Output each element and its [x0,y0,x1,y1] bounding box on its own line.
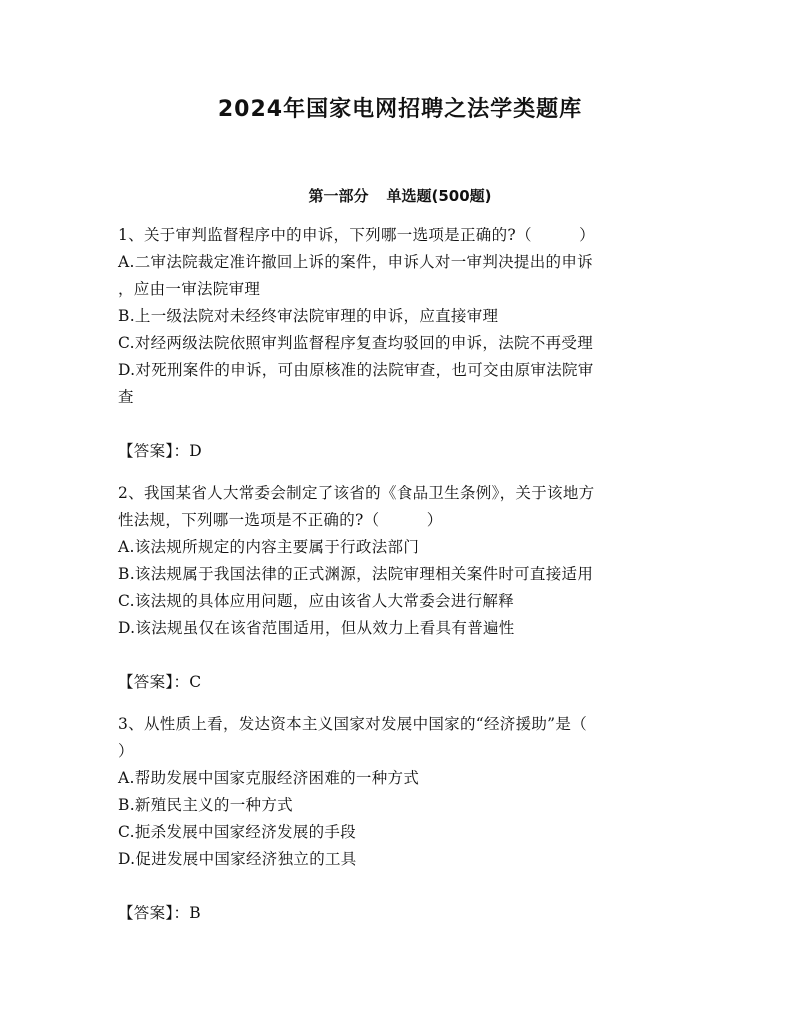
question-stem-continued: ） [118,742,134,760]
question-2 [118,480,683,696]
question-stem: 2、我国某省人大常委会制定了该省的《食品卫生条例》，关于该地方 [118,484,595,502]
question-stem-continued: 性法规，下列哪一选项是不正确的?（ ） [118,511,443,529]
option-d-continued: 查 [118,388,134,406]
option-a: A.二审法院裁定准许撤回上诉的案件，申诉人对一审判决提出的申诉 [118,253,593,271]
option-a: A.该法规所规定的内容主要属于行政法部门 [118,538,420,556]
question-list [118,222,683,927]
section-part: 第一部分 [308,187,369,205]
answer-line: 【答案】：C [118,673,202,691]
question-3 [118,711,683,927]
option-c: C.该法规的具体应用问题，应由该省人大常委会进行解释 [118,592,515,610]
option-b: B.新殖民主义的一种方式 [118,796,293,814]
section-heading [0,185,800,206]
option-a: A.帮助发展中国家克服经济困难的一种方式 [118,769,420,787]
option-d: D.该法规虽仅在该省范围适用，但从效力上看具有普遍性 [118,619,515,637]
option-a-continued: ，应由一审法院审理 [118,280,261,298]
document-title: 2024年国家电网招聘之法学类题库 [217,97,583,122]
question-1 [118,222,683,465]
option-c: C.扼杀发展中国家经济发展的手段 [118,823,357,841]
question-stem: 3、从性质上看，发达资本主义国家对发展中国家的“经济援助”是（ [118,715,588,733]
option-d: D.促进发展中国家经济独立的工具 [118,850,357,868]
section-name: 单选题(500题) [386,187,492,205]
question-stem: 1、关于审判监督程序中的申诉，下列哪一选项是正确的?（ ） [118,226,595,244]
answer-line: 【答案】：D [118,442,202,460]
option-b: B.该法规属于我国法律的正式渊源，法院审理相关案件时可直接适用 [118,565,594,583]
answer-line: 【答案】：B [118,904,201,922]
option-c: C.对经两级法院依照审判监督程序复查均驳回的申诉，法院不再受理 [118,334,594,352]
option-b: B.上一级法院对未经终审法院审理的申诉，应直接审理 [118,307,499,325]
option-d: D.对死刑案件的申诉，可由原核准的法院审查，也可交由原审法院审 [118,361,594,379]
